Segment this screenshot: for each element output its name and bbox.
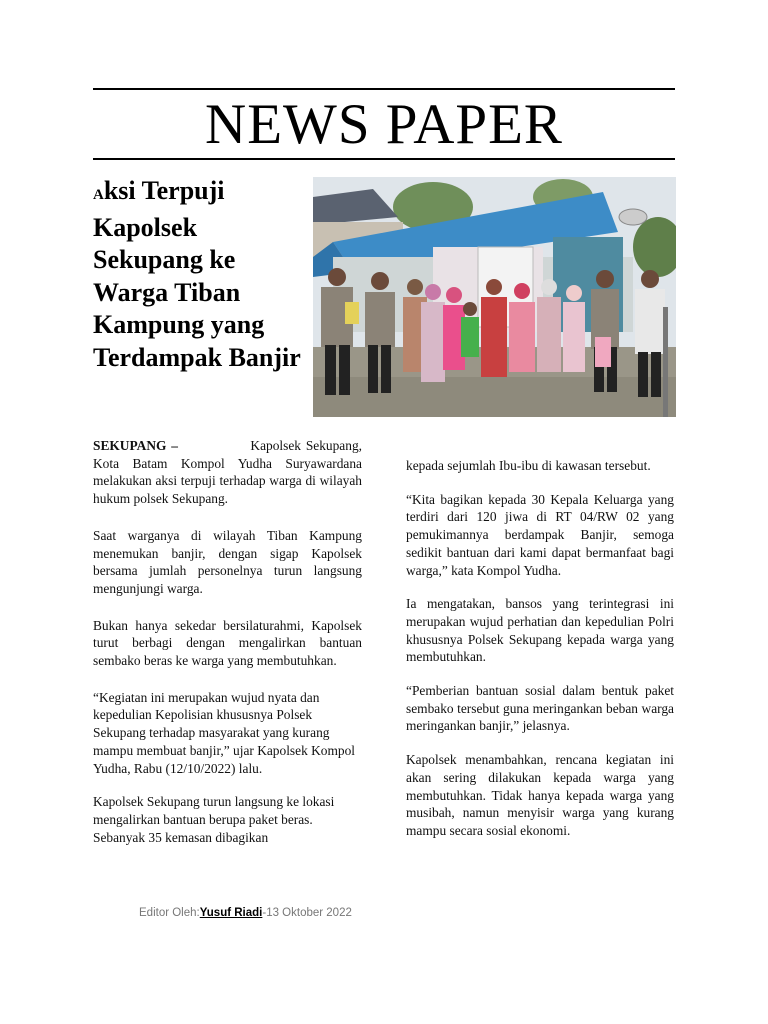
masthead-top-rule — [93, 88, 675, 90]
article-paragraph-7: “Kita bagikan kepada 30 Kepala Keluarga yang terdiri dari 120 jiwa di RT 04/RW 02 yang pemukimannya berdampak Banjir, semoga sedikit bantuan dari kami dapat bermanfaat bagi warga,” kata Kompol Yudha. — [406, 491, 674, 578]
article-paragraph-5: Kapolsek Sekupang turun langsung ke lokasi mengalirkan bantuan berupa paket beras. Sebanyak 35 kemasan dibagikan — [93, 794, 335, 845]
group-photo-illustration — [313, 177, 676, 417]
article-column-left — [93, 437, 362, 846]
footer-editor-name: Yusuf Riadi — [199, 907, 263, 919]
article-paragraph-9: “Pemberian bantuan sosial dalam bentuk paket sembako tersebut guna meringankan beban warga meringankan banjir,” jelasnya. — [406, 683, 674, 734]
article-paragraph-4: “Kegiatan ini merupakan wujud nyata dan kepedulian Kepolisian khususnya Polsek Sekupang terhadap masyarakat yang kurang mampu membuat banjir,” ujar Kapolsek Kompol Yudha, Rabu (12/10/2022) lalu. — [93, 689, 356, 776]
footer-prefix: Editor Oleh: — [139, 907, 200, 919]
footer-date: -13 Oktober 2022 — [262, 907, 352, 919]
article-paragraph-6: kepada sejumlah Ibu-ibu di kawasan tersebut. — [406, 458, 651, 473]
masthead-bottom-rule — [93, 158, 675, 160]
article-paragraph-8: Ia mengatakan, bansos yang terintegrasi ini merupakan wujud perhatian dan kepedulian Polri khususnya Polsek Sekupang kepada warga yang membutuhkan. — [406, 596, 674, 665]
masthead-title: NEWS PAPER — [205, 93, 563, 156]
article-paragraph-1 — [93, 437, 362, 508]
article-photo — [313, 177, 676, 417]
article-paragraph-3: Bukan hanya sekedar bersilaturahmi, Kapolsek turut berbagi dengan mengalirkan bantuan sembako beras ke warga yang membutuhkan. — [93, 617, 362, 669]
article-column-right — [406, 457, 674, 840]
article-paragraph-10: Kapolsek menambahkan, rencana kegiatan ini akan sering dilakukan kepada warga yang membutuhkan. Tidak hanya kepada warga yang musibah, namun menyisir warga yang kurang mampu secara sosial ekonomi. — [406, 752, 674, 838]
headline-text: ksi Terpuji Kapolsek Sekupang ke Warga Tiban Kampung yang Terdampak Banjir — [93, 176, 301, 372]
article-headline — [93, 175, 303, 374]
article-paragraph-1-text: Kapolsek Sekupang, Kota Batam Kompol Yudha Suryawardana melakukan aksi terpuji terhadap warga di wilayah hukum polsek Sekupang. — [93, 438, 362, 507]
headline-first-letter: A — [93, 187, 104, 203]
article-dateline: SEKUPANG – — [93, 438, 178, 453]
editor-footer — [139, 907, 352, 919]
article-paragraph-2: Saat warganya di wilayah Tiban Kampung menemukan banjir, dengan sigap Kapolsek bersama jumlah personelnya turun langsung mengunjungi warga. — [93, 527, 362, 596]
